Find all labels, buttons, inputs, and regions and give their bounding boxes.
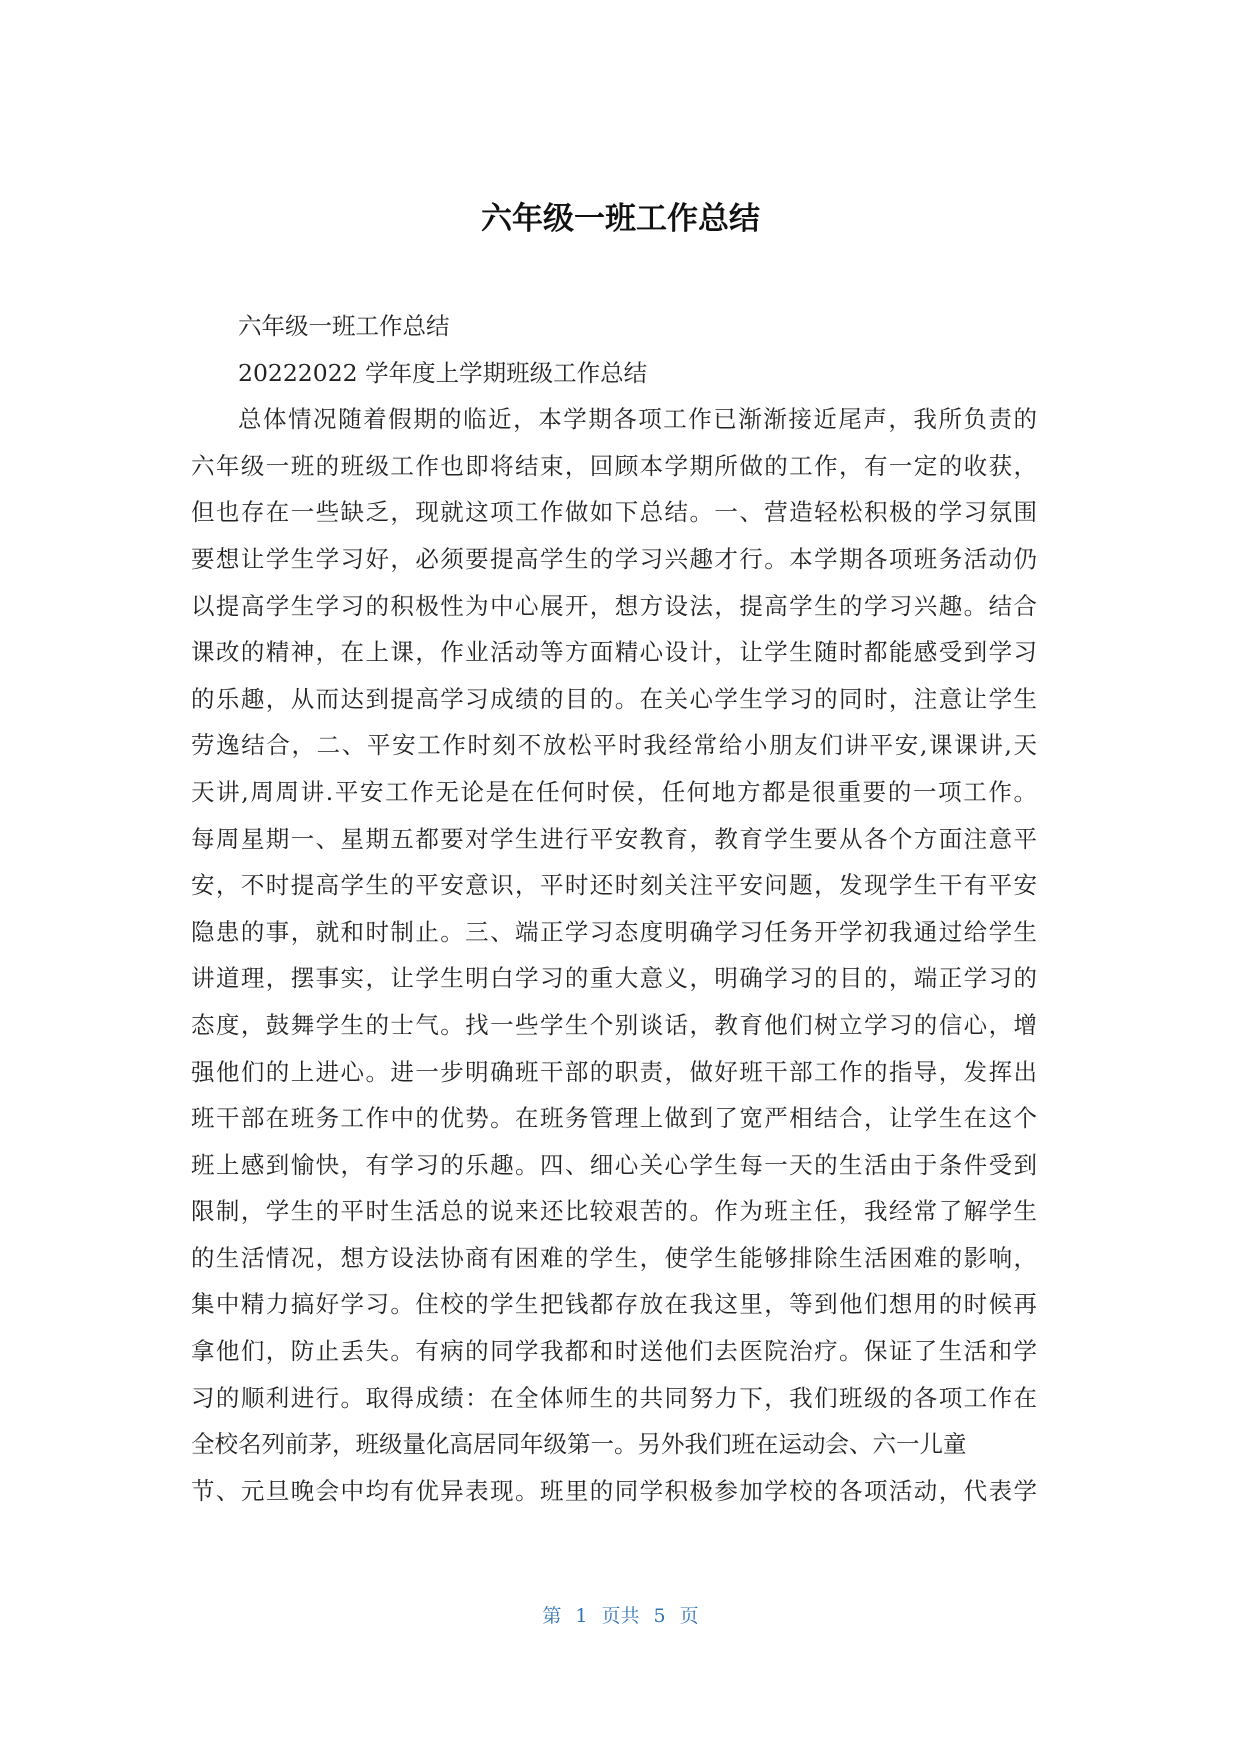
body-line: 全校名列前茅，班级量化高居同年级第一。另外我们班在运动会、六一儿童 [191,1430,967,1459]
document-body [191,303,1037,1514]
body-line: 天讲,周周讲.平安工作无论是在任何时侯，任何地方都是很重要的一项工作。 [191,777,1037,806]
footer-total-pages: 5 [653,1605,666,1627]
body-line: 集中精力搞好学习。住校的学生把钱都存放在我这里，等到他们想用的时候再 [191,1290,1037,1319]
body-line: 劳逸结合，二、平安工作时刻不放松平时我经常给小朋友们讲平安,课课讲,天 [191,731,1037,760]
body-line: 态度，鼓舞学生的士气。找一些学生个别谈话，教育他们树立学习的信心，增 [191,1010,1037,1039]
body-line-term-heading: 20222022 学年度上学期班级工作总结 [238,358,648,387]
footer-suffix: 页 [679,1605,699,1627]
body-line: 以提高学生学习的积极性为中心展开，想方设法，提高学生的学习兴趣。结合 [191,591,1037,620]
body-line: 习的顺利进行。取得成绩：在全体师生的共同努力下，我们班级的各项工作在 [191,1383,1037,1412]
body-line: 的乐趣，从而达到提高学习成绩的目的。在关心学生学习的同时，注意让学生 [191,684,1037,713]
footer-mid: 页共 [601,1605,640,1627]
footer-prefix: 第 [542,1605,562,1627]
footer-current-page: 1 [575,1605,588,1627]
body-line: 节、元旦晚会中均有优异表现。班里的同学积极参加学校的各项活动，代表学 [191,1476,1037,1505]
body-line: 的生活情况，想方设法协商有困难的学生，使学生能够排除生活困难的影响， [191,1243,1037,1272]
body-line: 班干部在班务工作中的优势。在班务管理上做到了宽严相结合，让学生在这个 [191,1104,1037,1133]
body-line-subtitle: 六年级一班工作总结 [238,312,450,340]
body-line: 班上感到愉快，有学习的乐趣。四、细心关心学生每一天的生活由于条件受到 [191,1150,1037,1179]
body-line: 但也存在一些缺乏，现就这项工作做如下总结。一、营造轻松积极的学习氛围 [191,498,1037,527]
body-line: 讲道理，摆事实，让学生明白学习的重大意义，明确学习的目的，端正学习的 [191,964,1037,993]
body-line: 安，不时提高学生的平安意识，平时还时刻关注平安问题，发现学生干有平安 [191,871,1037,900]
body-line: 要想让学生学习好，必须要提高学生的学习兴趣才行。本学期各项班务活动仍 [191,544,1037,573]
body-line: 六年级一班的班级工作也即将结束，回顾本学期所做的工作，有一定的收获， [191,451,1037,480]
body-line: 限制，学生的平时生活总的说来还比较艰苦的。作为班主任，我经常了解学生 [191,1197,1037,1226]
body-line: 隐患的事，就和时制止。三、端正学习态度明确学习任务开学初我通过给学生 [191,917,1037,946]
page-footer [0,1601,1241,1628]
body-line: 拿他们，防止丢失。有病的同学我都和时送他们去医院治疗。保证了生活和学 [191,1337,1037,1366]
body-line: 强他们的上进心。进一步明确班干部的职责，做好班干部工作的指导，发挥出 [191,1057,1037,1086]
document-title: 六年级一班工作总结 [481,201,760,237]
body-line: 每周星期一、星期五都要对学生进行平安教育，教育学生要从各个方面注意平 [191,824,1037,853]
body-line: 课改的精神，在上课，作业活动等方面精心设计，让学生随时都能感受到学习 [191,638,1037,667]
body-line: 总体情况随着假期的临近，本学期各项工作已渐渐接近尾声，我所负责的 [238,405,1037,434]
